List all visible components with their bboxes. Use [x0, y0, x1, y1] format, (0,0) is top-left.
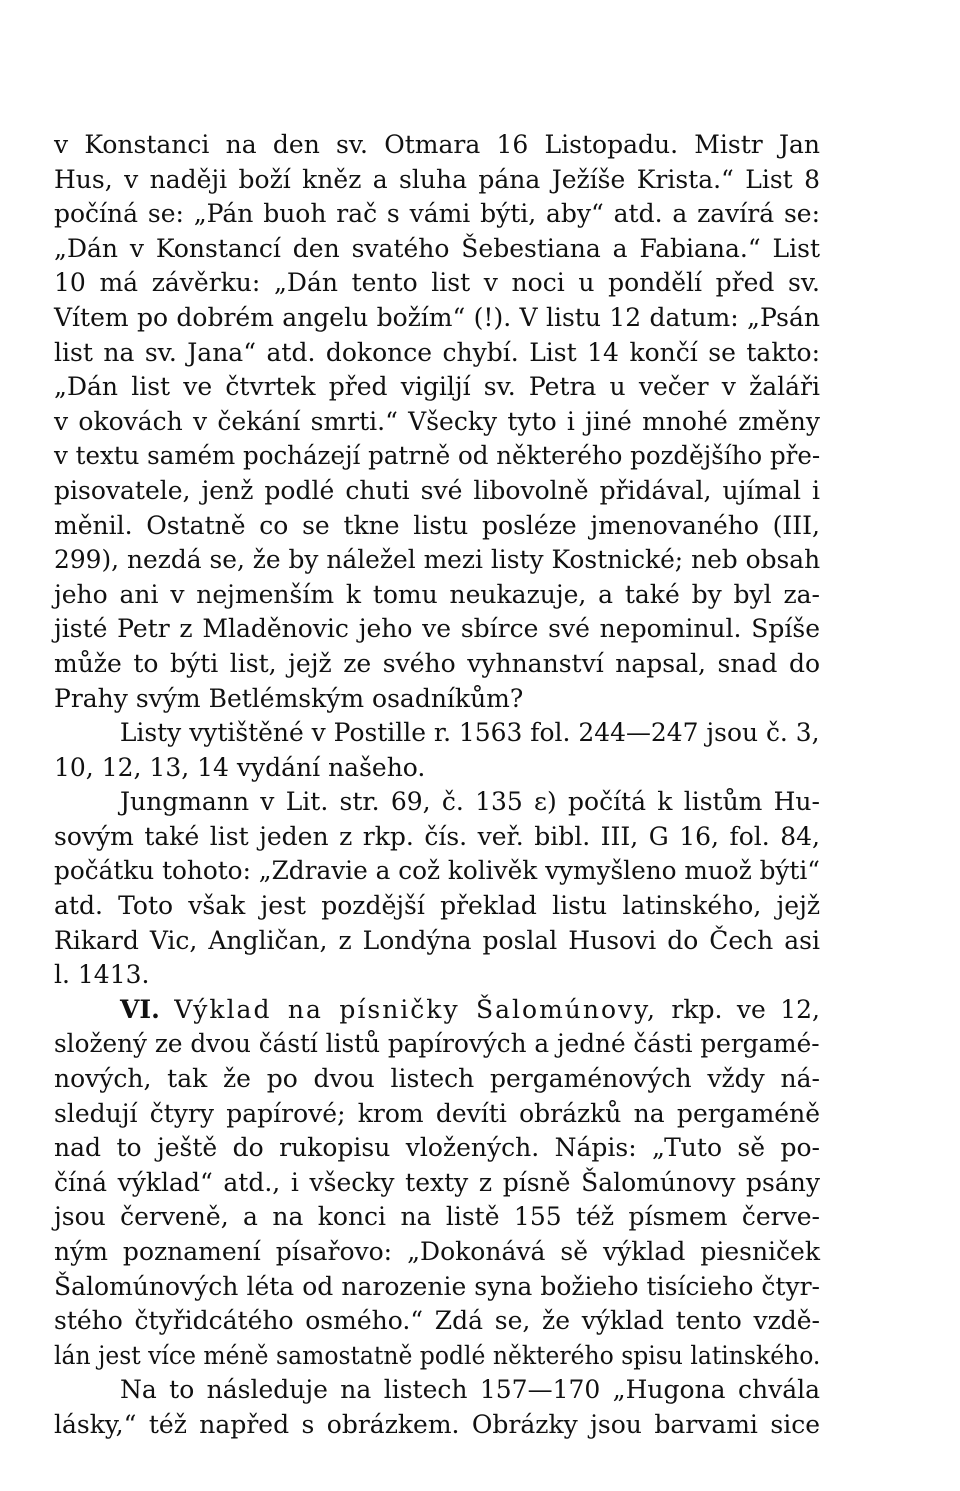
text-line: 299), nezdá se, že by náležel mezi listy Kostnické; neb obsah [54, 545, 821, 575]
document-page [54, 128, 820, 1443]
text-line: Listy vytištěné v Postille r. 1563 fol. 244—247 jsou č. 3, [119, 718, 820, 748]
text-line: počíná se: „Pán buoh rač s vámi býti, aby“ atd. a zavírá se: [54, 199, 820, 229]
text-line: Šalomúnových léta od narozenie syna božieho tisícieho čtyr- [54, 1271, 820, 1301]
text-line: v textu samém pocházejí patrně od některého pozdějšího pře- [54, 441, 821, 471]
text-line: počátku tohoto: „Zdravie a což kolivěk vymyšleno muož býti“ [54, 856, 820, 886]
text-line: nových, tak že po dvou listech pergaménových vždy ná- [54, 1064, 820, 1094]
text-line: Na to následuje na listech 157—170 „Hugona chvála [120, 1375, 820, 1405]
text-line: měnil. Ostatně co se tkne listu posléze jmenovaného (III, [54, 510, 820, 540]
text-line: 10 má závěrku: „Dán tento list v noci u pondělí před sv. [54, 268, 820, 298]
text-line: jeho ani v nejmenším k tomu neukazuje, a také by byl za- [54, 579, 820, 609]
text-line: jsou červeně, a na konci na listě 155 též písmem červe- [54, 1202, 820, 1232]
text-line: v Konstanci na den sv. Otmara 16 Listopadu. Mistr Jan [54, 130, 820, 159]
text-line: „Dán v Konstancí den svatého Šebestiana a Fabiana.“ List [54, 233, 820, 263]
text-line: Rikard Vic, Angličan, z Londýna poslal Husovi do Čech asi [54, 925, 820, 955]
text-line: atd. Toto však jest pozdější překlad listu latinského, jejž [54, 891, 820, 921]
section-title: Výklad na písničky Šalomúnovy, [174, 994, 657, 1024]
text-line: složený ze dvou částí listů papírových a jedné části pergamé- [54, 1029, 820, 1059]
text-line: Hus, v naději boží kněz a sluha pána Ježíše Krista.“ List 8 [54, 164, 820, 194]
text-line: 10, 12, 13, 14 vydání našeho. [54, 752, 426, 782]
section-heading-line [54, 993, 820, 1028]
text-line: sovým také list jeden z rkp. čís. veř. bibl. III, G 16, fol. 84, [54, 821, 820, 851]
text-line: Prahy svým Betlémským osadníkům? [54, 683, 524, 713]
text-line: list na sv. Jana“ atd. dokonce chybí. List 14 končí se takto: [54, 337, 820, 367]
text-line: lásky,“ též napřed s obrázkem. Obrázky jsou barvami sice [54, 1409, 820, 1439]
text-line: „Dán list ve čtvrtek před vigiljí sv. Petra u večer v žaláři [54, 372, 820, 402]
text-line: může to býti list, jejž ze svého vyhnanství napsal, snad do [54, 648, 820, 678]
text-line: stého čtyřidcátého osmého.“ Zdá se, že výklad tento vzdě- [54, 1306, 820, 1336]
text-line: jisté Petr z Mladěnovic jeho ve sbírce své nepominul. Spíše [54, 614, 820, 644]
section-number: VI. [120, 994, 160, 1024]
text-line: nad to ještě do rukopisu vložených. Nápis: „Tuto sě po- [54, 1133, 820, 1163]
text-line: l. 1413. [54, 960, 150, 990]
text-line: ným poznamení písařovo: „Dokonává sě výklad piesniček [54, 1237, 820, 1266]
text-line: v okovách v čekání smrti.“ Všecky tyto i jiné mnohé změny [54, 406, 820, 436]
text-line: sledují čtyry papírové; krom devíti obrázků na pergaméně [54, 1098, 820, 1128]
text-line: Vítem po dobrém angelu božím“ (!). V listu 12 datum: „Psán [54, 302, 820, 332]
text-line: pisovatele, jenž podlé chuti své libovolně přidával, ujímal i [54, 475, 820, 505]
text-line: číná výklad“ atd., i všecky texty z písně Šalomúnovy psány [54, 1167, 820, 1197]
section-heading-rest: rkp. ve 12, [671, 994, 820, 1024]
text-line: Jungmann v Lit. str. 69, č. 135 ε) počítá k listům Hu- [120, 787, 820, 817]
text-line: lán jest více méně samostatně podlé některého spisu latinského. [54, 1340, 821, 1370]
